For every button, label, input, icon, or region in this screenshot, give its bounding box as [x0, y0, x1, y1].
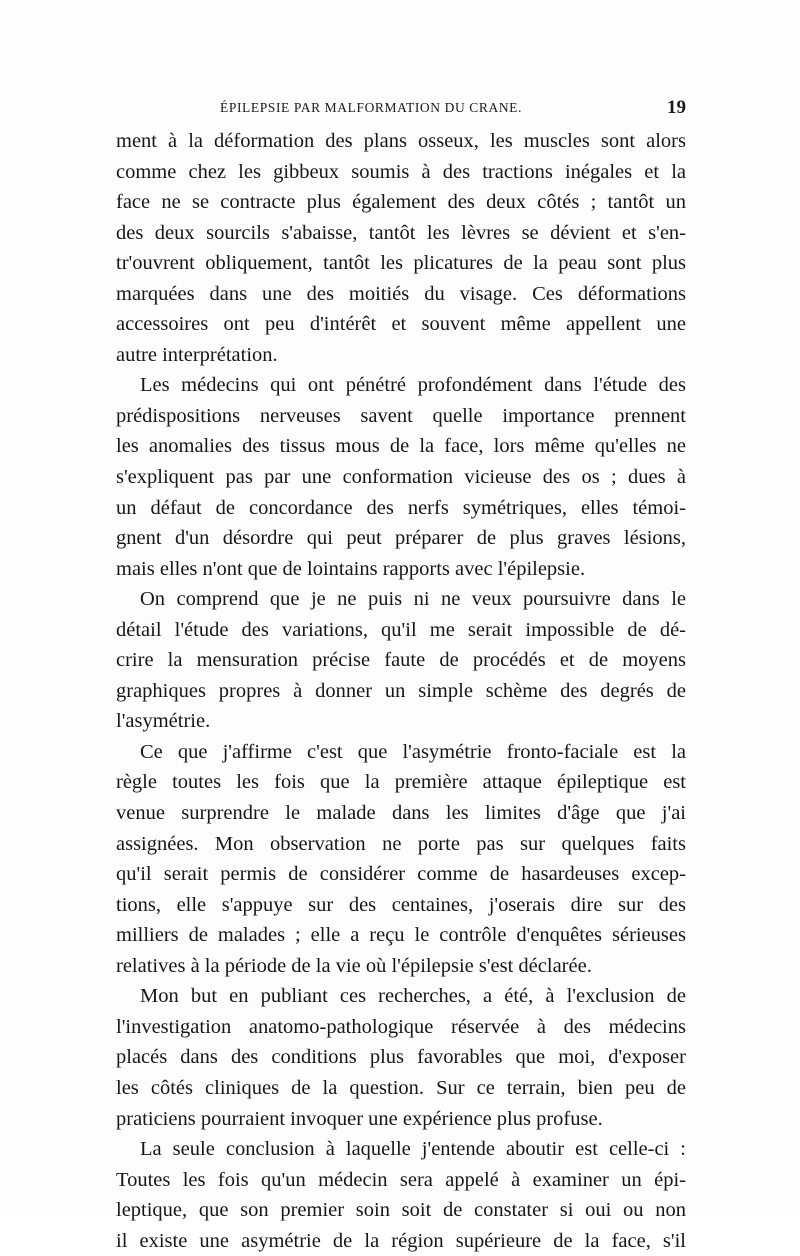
- page-number: 19: [667, 97, 686, 118]
- paragraph: [116, 370, 686, 584]
- paragraph: [116, 126, 686, 370]
- text-line: qu'il serait permis de considérer comme de hasardeuses excep-: [116, 863, 686, 886]
- text-line: comme chez les gibbeux soumis à des tractions inégales et la: [116, 160, 686, 183]
- text-line: tions, elle s'appuye sur des centaines, j'oserais dire sur des: [116, 893, 686, 916]
- text-line: praticiens pourraient invoquer une expérience plus profuse.: [116, 1107, 603, 1130]
- text-line: Mon but en publiant ces recherches, a été, à l'exclusion de: [140, 985, 686, 1008]
- text-line: l'asymétrie.: [116, 710, 211, 733]
- paragraph: [116, 1134, 686, 1256]
- paragraph: [116, 737, 686, 981]
- paragraph: [116, 981, 686, 1134]
- text-line: crire la mensuration précise faute de procédés et de moyens: [116, 649, 686, 672]
- text-line: des deux sourcils s'abaisse, tantôt les lèvres se dévient et s'en-: [116, 221, 686, 244]
- text-line: On comprend que je ne puis ni ne veux poursuivre dans le: [140, 588, 686, 611]
- text-line: accessoires ont peu d'intérêt et souvent même appellent une: [116, 313, 686, 336]
- text-line: La seule conclusion à laquelle j'entende aboutir est celle-ci :: [140, 1138, 686, 1161]
- text-line: un défaut de concordance des nerfs symétriques, elles témoi-: [116, 496, 686, 519]
- text-line: Les médecins qui ont pénétré profondément dans l'étude des: [140, 374, 686, 397]
- text-line: tr'ouvrent obliquement, tantôt les plicatures de la peau sont plus: [116, 252, 686, 275]
- paragraph: [116, 584, 686, 737]
- text-line: s'expliquent pas par une conformation vicieuse des os ; dues à: [116, 466, 686, 489]
- text-line: graphiques propres à donner un simple schème des degrés de: [116, 679, 686, 702]
- text-line: marquées dans une des moitiés du visage. Ces déformations: [116, 282, 686, 305]
- text-line: venue surprendre le malade dans les limites d'âge que j'ai: [116, 802, 686, 825]
- text-line: les côtés cliniques de la question. Sur ce terrain, bien peu de: [116, 1076, 686, 1099]
- text-line: règle toutes les fois que la première attaque épileptique est: [116, 771, 686, 794]
- text-line: gnent d'un désordre qui peut préparer de plus graves lésions,: [116, 527, 686, 550]
- body-text: [116, 126, 686, 1256]
- text-line: placés dans des conditions plus favorables que moi, d'exposer: [116, 1046, 686, 1069]
- running-head: [116, 97, 686, 124]
- text-line: mais elles n'ont que de lointains rapports avec l'épilepsie.: [116, 557, 586, 580]
- text-line: autre interprétation.: [116, 343, 278, 366]
- text-line: face ne se contracte plus également des deux côtés ; tantôt un: [116, 191, 686, 214]
- text-line: relatives à la période de la vie où l'épilepsie s'est déclarée.: [116, 954, 592, 977]
- text-line: assignées. Mon observation ne porte pas sur quelques faits: [116, 832, 686, 855]
- running-title: ÉPILEPSIE PAR MALFORMATION DU CRANE.: [220, 100, 523, 115]
- text-line: prédispositions nerveuses savent quelle importance prennent: [116, 404, 686, 427]
- text-line: l'investigation anatomo-pathologique réservée à des médecins: [116, 1015, 686, 1038]
- text-line: milliers de malades ; elle a reçu le contrôle d'enquêtes sérieuses: [116, 924, 686, 947]
- text-line: les anomalies des tissus mous de la face, lors même qu'elles ne: [116, 435, 686, 458]
- text-line: détail l'étude des variations, qu'il me serait impossible de dé-: [116, 618, 686, 641]
- text-line: Ce que j'affirme c'est que l'asymétrie fronto-faciale est la: [140, 740, 686, 763]
- text-line: il existe une asymétrie de la région supérieure de la face, s'il: [116, 1229, 686, 1252]
- text-line: leptique, que son premier soin soit de constater si oui ou non: [116, 1199, 686, 1222]
- text-line: Toutes les fois qu'un médecin sera appelé à examiner un épi-: [116, 1168, 686, 1191]
- text-line: ment à la déformation des plans osseux, les muscles sont alors: [116, 130, 686, 152]
